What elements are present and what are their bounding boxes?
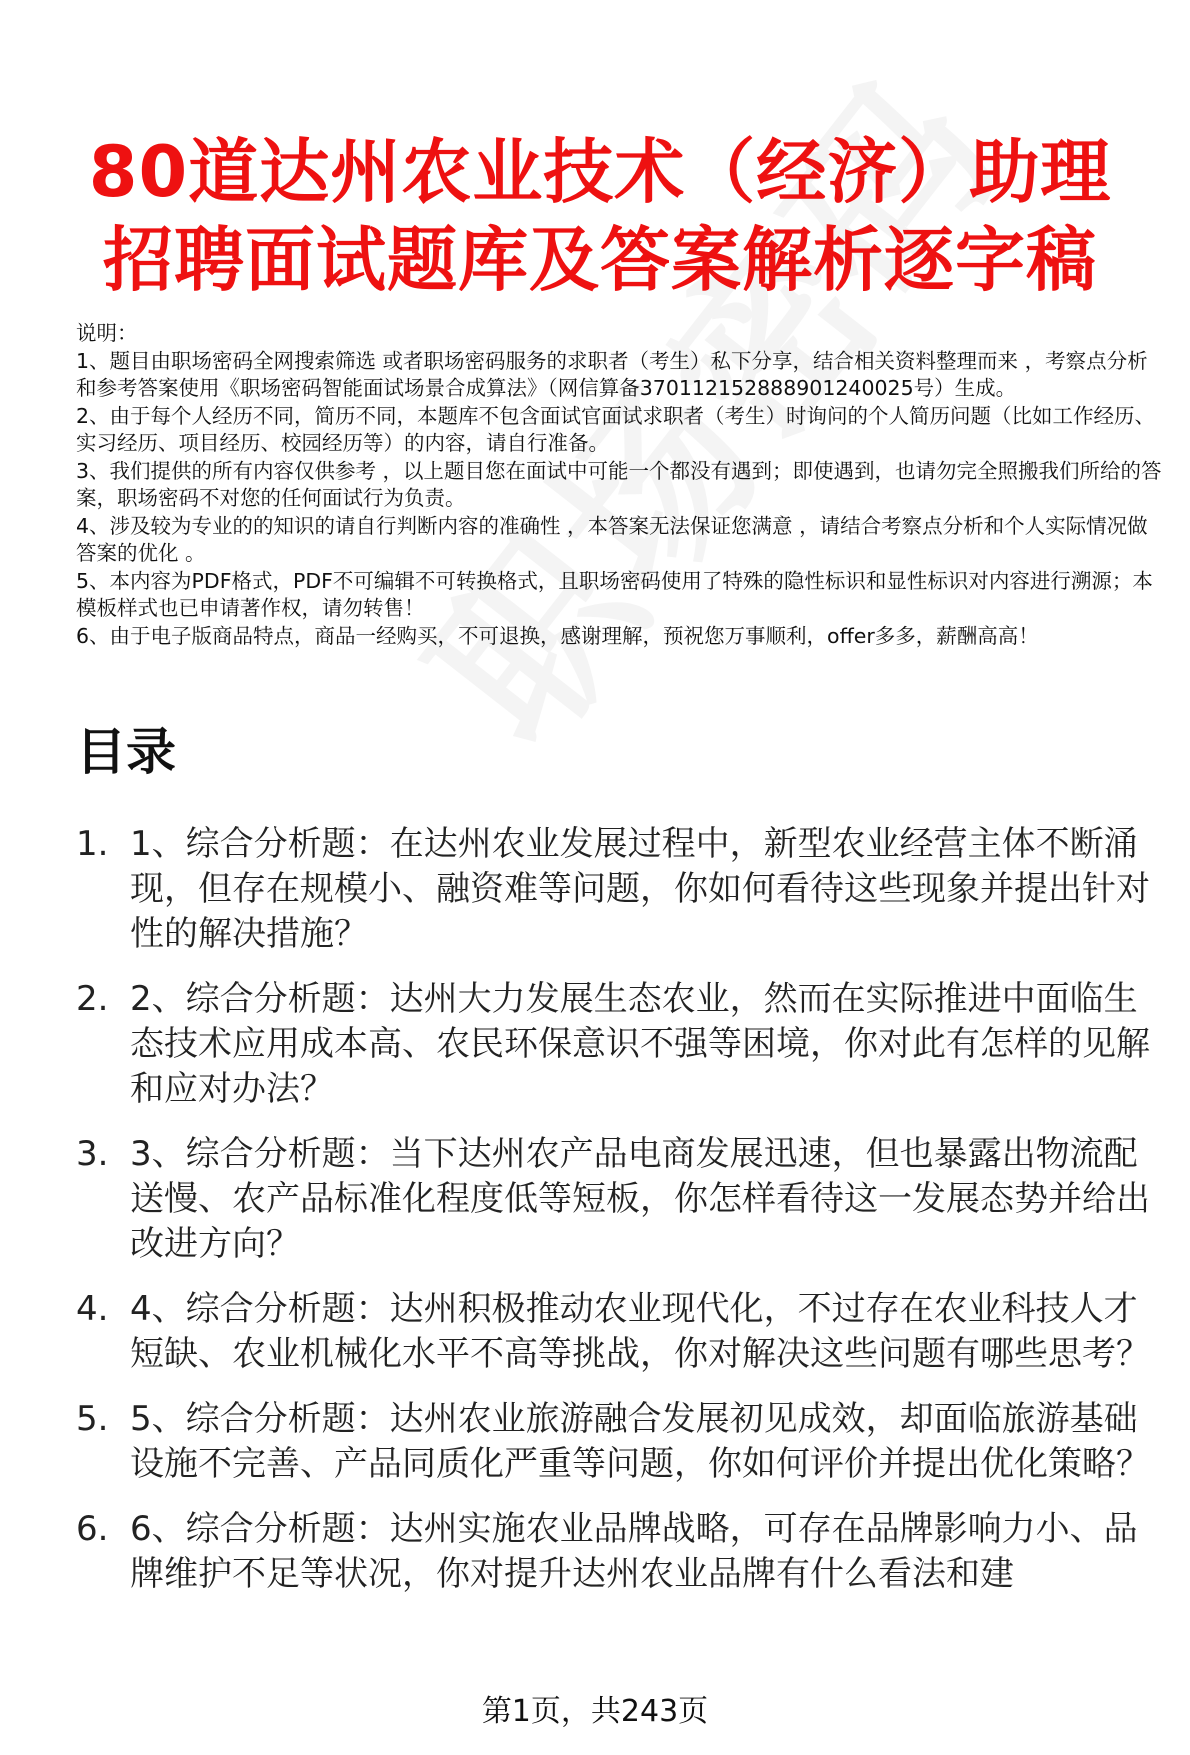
toc-item[interactable] (76, 977, 1170, 1112)
note-item: 2、由于每个人经历不同，简历不同，本题库不包含面试官面试求职者（考生）时询问的个人简历问题（比如工作经历、实习经历、项目经历、校园经历等）的内容，请自行准备。 (76, 403, 1156, 455)
note-item: 5、本内容为PDF格式，PDF不可编辑不可转换格式，且职场密码使用了特殊的隐性标识和显性标识对内容进行溯源；本模板样式也已申请著作权，请勿转售！ (76, 568, 1153, 620)
toc-item[interactable] (76, 1397, 1170, 1487)
toc-item-text: 5、综合分析题：达州农业旅游融合发展初见成效，却面临旅游基础设施不完善、产品同质化严重等问题，你如何评价并提出优化策略？ (130, 1399, 1150, 1484)
note-item: 3、我们提供的所有内容仅供参考 ，以上题目您在面试中可能一个都没有遇到；即使遇到，也请勿完全照搬我们所给的答案，职场密码不对您的任何面试行为负责。 (76, 458, 1162, 510)
toc-item-number: 2. (76, 979, 109, 1019)
note-item: 4、涉及较为专业的的知识的请自行判断内容的准确性 ，本答案无法保证您满意 ，请结合考察点分析和个人实际情况做答案的优化 。 (76, 513, 1148, 565)
toc-item-number: 6. (76, 1509, 109, 1549)
toc-item[interactable] (76, 1132, 1170, 1267)
toc-item-text: 2、综合分析题：达州大力发展生态农业，然而在实际推进中面临生态技术应用成本高、农民环保意识不强等困境，你对此有怎样的见解和应对办法？ (130, 979, 1150, 1109)
toc-item-text: 6、综合分析题：达州实施农业品牌战略，可存在品牌影响力小、品牌维护不足等状况，你对提升达州农业品牌有什么看法和建 (130, 1509, 1138, 1594)
toc-item-text: 1、综合分析题：在达州农业发展过程中，新型农业经营主体不断涌现，但存在规模小、融资难等问题，你如何看待这些现象并提出针对性的解决措施？ (130, 824, 1150, 954)
toc-item[interactable] (76, 1507, 1170, 1597)
toc-item-text: 3、综合分析题：当下达州农产品电商发展迅速，但也暴露出物流配送慢、农产品标准化程度低等短板，你怎样看待这一发展态势并给出改进方向？ (130, 1134, 1150, 1264)
page-footer: 第1页，共243页 (481, 1694, 709, 1729)
toc-item-number: 3. (76, 1134, 109, 1174)
table-of-contents (76, 822, 1170, 1617)
notes-heading: 说明： (76, 321, 138, 345)
toc-item[interactable] (76, 1287, 1170, 1377)
toc-item-number: 5. (76, 1399, 109, 1439)
note-item: 6、由于电子版商品特点，商品一经购买，不可退换，感谢理解，预祝您万事顺利，offer多多，薪酬高高！ (76, 623, 1039, 648)
toc-item[interactable] (76, 822, 1170, 957)
notes-section (76, 320, 1166, 650)
toc-item-number: 1. (76, 824, 109, 864)
toc-item-number: 4. (76, 1289, 109, 1329)
note-item: 1、题目由职场密码全网搜索筛选 或者职场密码服务的求职者（考生）私下分享，结合相关资料整理而来 ，考察点分析和参考答案使用《职场密码智能面试场景合成算法》（网信算备370112152888901240025号）生成。 (76, 348, 1148, 400)
toc-item-text: 4、综合分析题：达州积极推动农业现代化，不过存在农业科技人才短缺、农业机械化水平不高等挑战，你对解决这些问题有哪些思考？ (130, 1289, 1150, 1374)
document-title: 80道达州农业技术（经济）助理招聘面试题库及答案解析逐字稿 (88, 131, 1112, 301)
toc-heading: 目录 (76, 723, 176, 781)
